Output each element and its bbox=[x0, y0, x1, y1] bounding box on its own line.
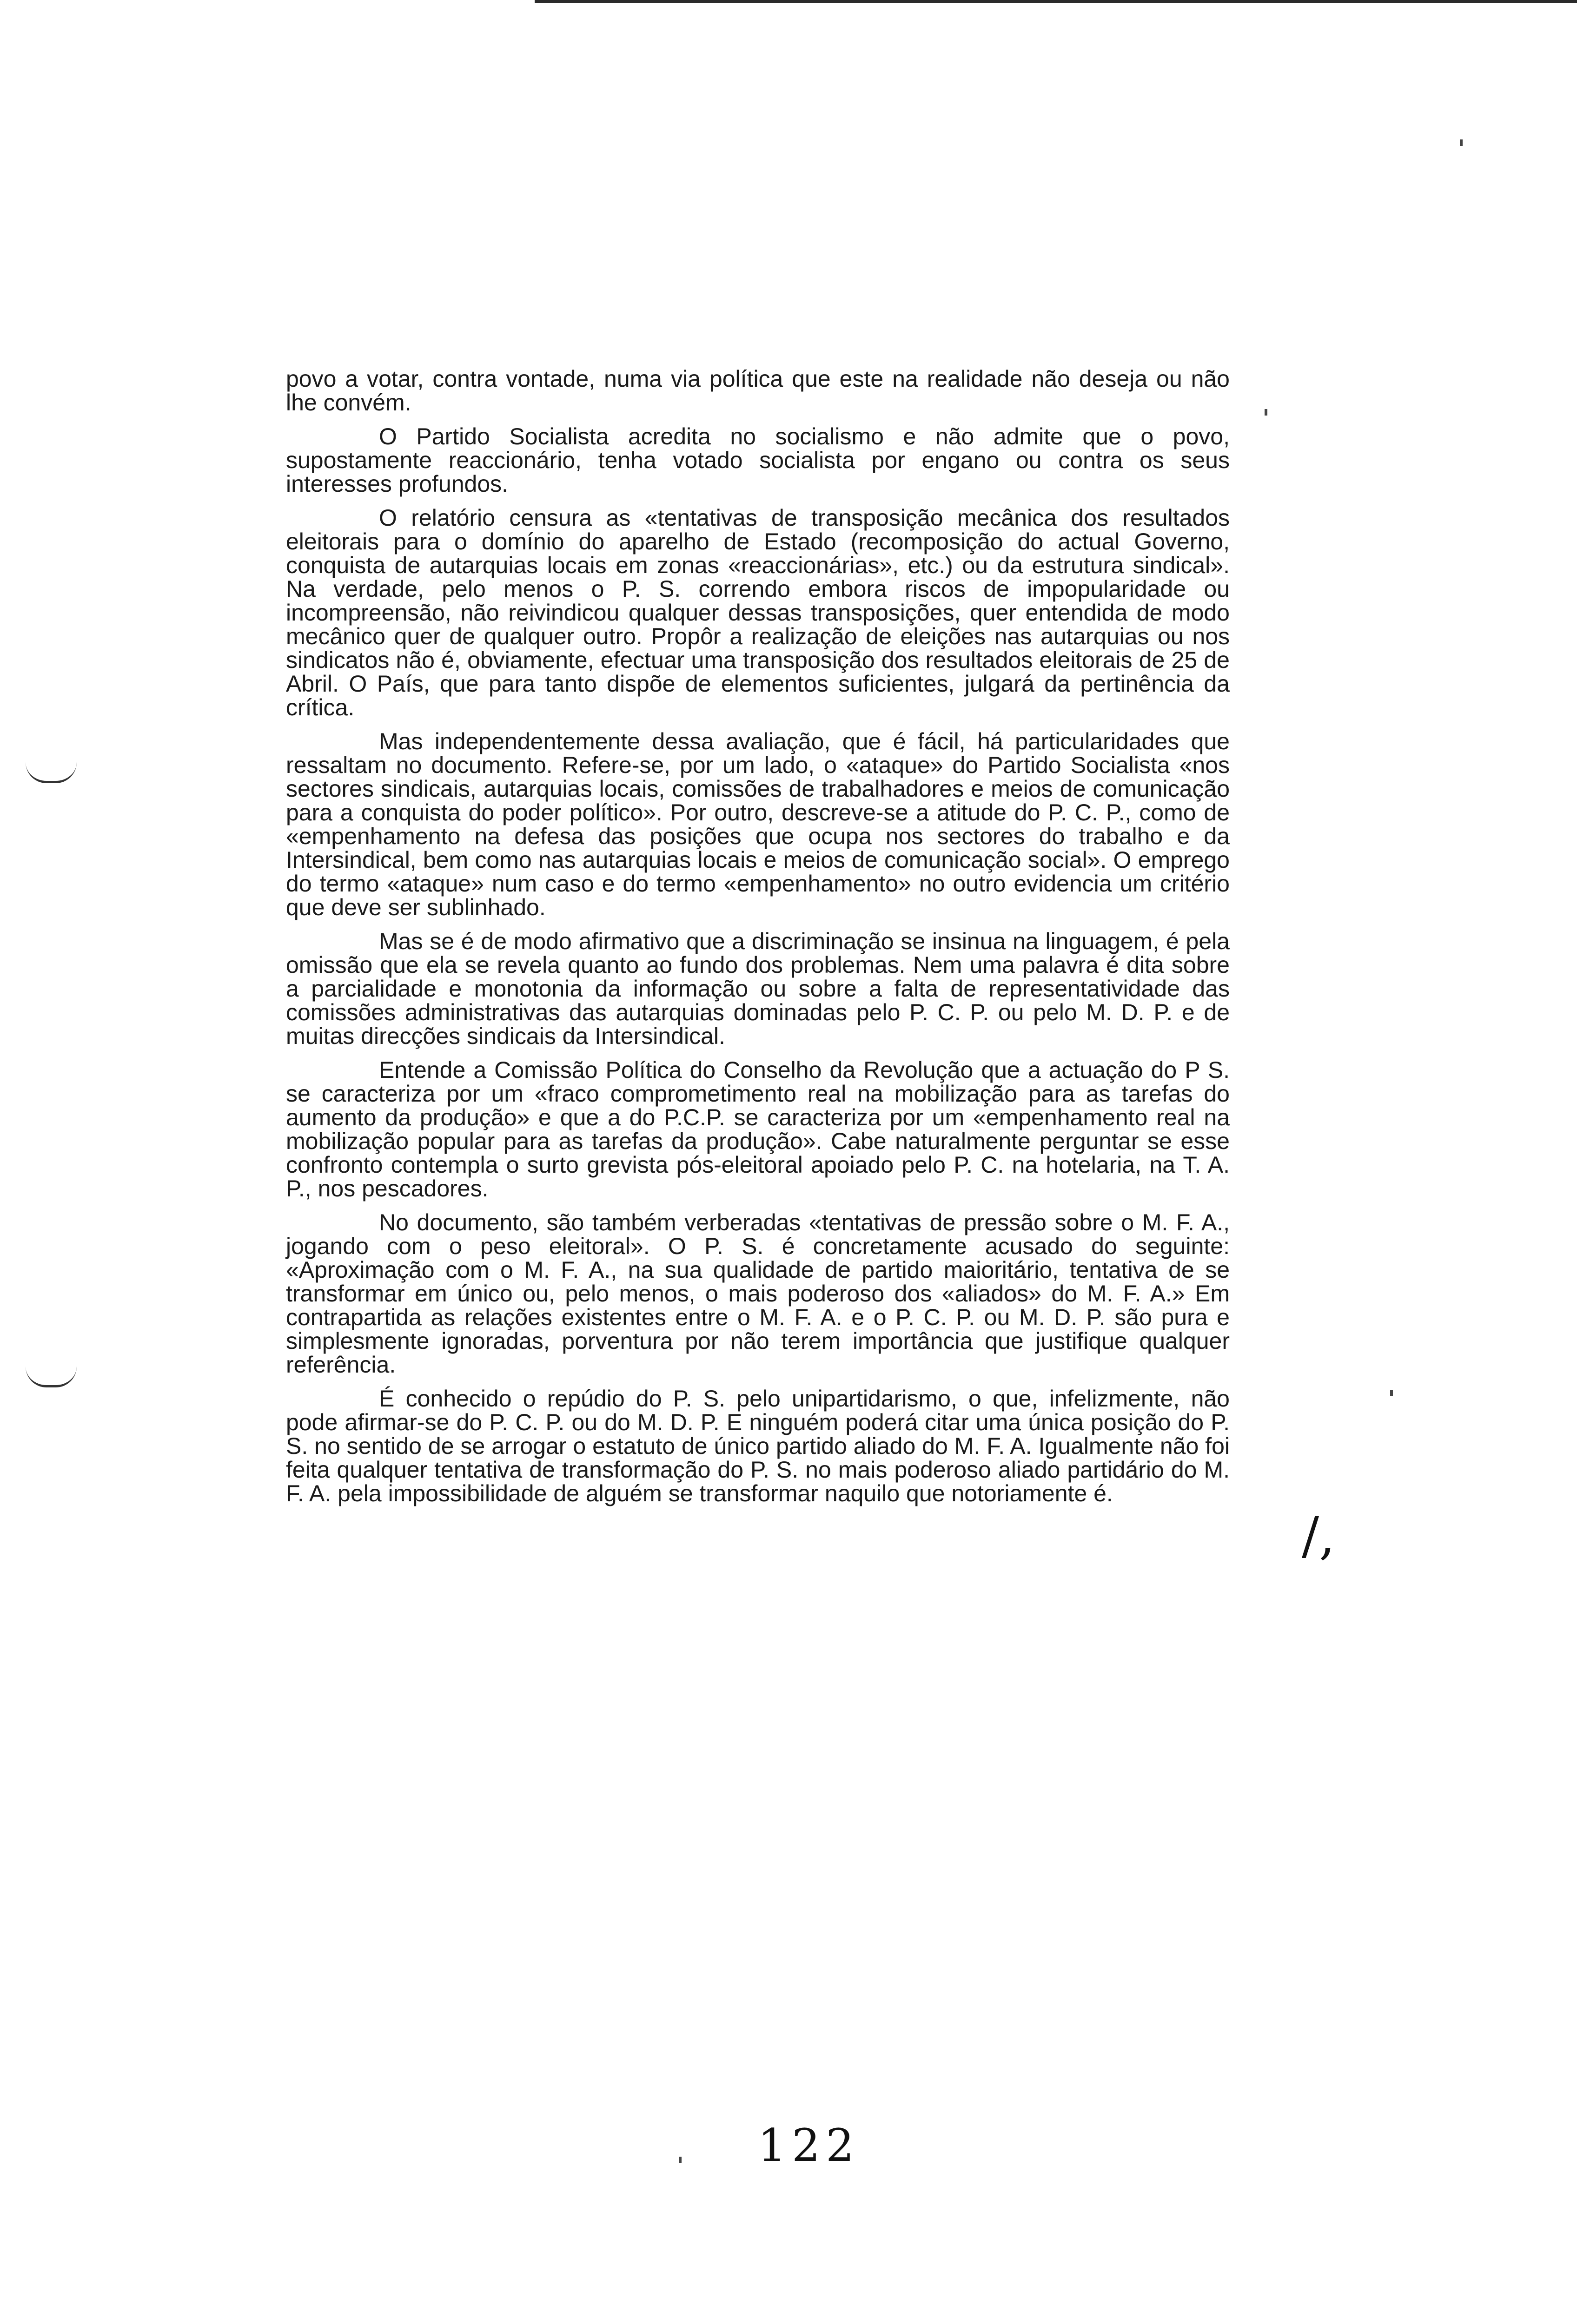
handwritten-margin-note: /, bbox=[1302, 1506, 1336, 1565]
paragraph-6: Entende a Comissão Política do Conselho da Revolução que a actuação do P S. se caracteriza por um «fraco comprometimento real na mobilização para as tarefas do aumento da produção» e que a do P.C.P. se caracteriza por um «empenhamento real na mobilização popular para as tarefas da produção». Cabe naturalmente perguntar se esse confronto contempla o surto grevista pós-eleitoral apoiado pelo P. C. na hotelaria, na T. A. P., nos pescadores. bbox=[286, 1057, 1230, 1202]
paragraph-1: povo a votar, contra vontade, numa via política que este na realidade não deseja ou não lhe convém. bbox=[286, 366, 1230, 416]
punch-hole-mark-upper bbox=[26, 762, 77, 783]
scan-speck bbox=[1390, 1390, 1393, 1396]
scan-speck bbox=[679, 2157, 682, 2163]
paragraph-4: Mas independentemente dessa avaliação, que é fácil, há particularidades que ressaltam no documento. Refere-se, por um lado, o «ataque» do Partido Socialista «nos sectores sindicais, autarquias locais, comissões de trabalhadores e meios de comunicação para a conquista do poder político». Por outro, descreve-se a atitude do P. C. P., como de «empenhamento na defesa das posições que ocupa nos sectores do trabalho e da Intersindical, bem como nas autarquias locais e meios de comunicação social». O emprego do termo «ataque» num caso e do termo «empenhamento» no outro evidencia um critério que deve ser sublinhado. bbox=[286, 728, 1230, 920]
paragraph-2: O Partido Socialista acredita no socialismo e não admite que o povo, supostamente reaccionário, tenha votado socialista por engano ou contra os seus interesses profundos. bbox=[286, 423, 1230, 497]
scan-speck bbox=[1265, 409, 1267, 416]
scan-speck bbox=[1460, 139, 1463, 146]
handwritten-page-number: 122 bbox=[758, 2119, 860, 2172]
document-body bbox=[286, 367, 1230, 1516]
paragraph-8: É conhecido o repúdio do P. S. pelo unipartidarismo, o que, infelizmente, não pode afirmar-se do P. C. P. ou do M. D. P. E ninguém poderá citar uma única posição do P. S. no sentido de se arrogar o estatuto de único partido aliado do M. F. A. Igualmente não foi feita qualquer tentativa de transformação do P. S. no mais poderoso aliado partidário do M. F. A. pela impossibilidade de alguém se transformar naquilo que notoriamente é. bbox=[286, 1386, 1230, 1506]
paragraph-7: No documento, são também verberadas «tentativas de pressão sobre o M. F. A., jogando com o peso eleitoral». O P. S. é concretamente acusado do seguinte: «Aproximação com o M. F. A., na sua qualidade de partido maioritário, tentativa de se transformar em único ou, pelo menos, o mais poderoso dos «aliados» do M. F. A.» Em contrapartida as relações existentes entre o M. F. A. e o P. C. P. ou M. D. P. são pura e simplesmente ignoradas, porventura por não terem importância que justifique qualquer referência. bbox=[286, 1209, 1230, 1378]
top-edge-rule bbox=[535, 0, 1577, 3]
paragraph-3: O relatório censura as «tentativas de transposição mecânica dos resultados eleitorais para o domínio do aparelho de Estado (recomposição do actual Governo, conquista de autarquias locais em zonas «reaccionárias», etc.) ou da estrutura sindical». Na verdade, pelo menos o P. S. correndo embora riscos de impopularidade ou incompreensão, não reivindicou qualquer dessas transposições, quer entendida de modo mecânico quer de qualquer outro. Propôr a realização de eleições nas autarquias ou nos sindicatos não é, obviamente, efectuar uma transposição dos resultados eleitorais de 25 de Abril. O País, que para tanto dispõe de elementos suficientes, julgará da pertinência da crítica. bbox=[286, 505, 1230, 720]
paragraph-5: Mas se é de modo afirmativo que a discriminação se insinua na linguagem, é pela omissão que ela se revela quanto ao fundo dos problemas. Nem uma palavra é dita sobre a parcialidade e monotonia da informação ou sobre a falta de representatividade das comissões administrativas das autarquias dominadas pelo P. C. P. ou pelo M. D. P. e de muitas direcções sindicais da Intersindical. bbox=[286, 928, 1230, 1049]
punch-hole-mark-lower bbox=[26, 1367, 77, 1387]
